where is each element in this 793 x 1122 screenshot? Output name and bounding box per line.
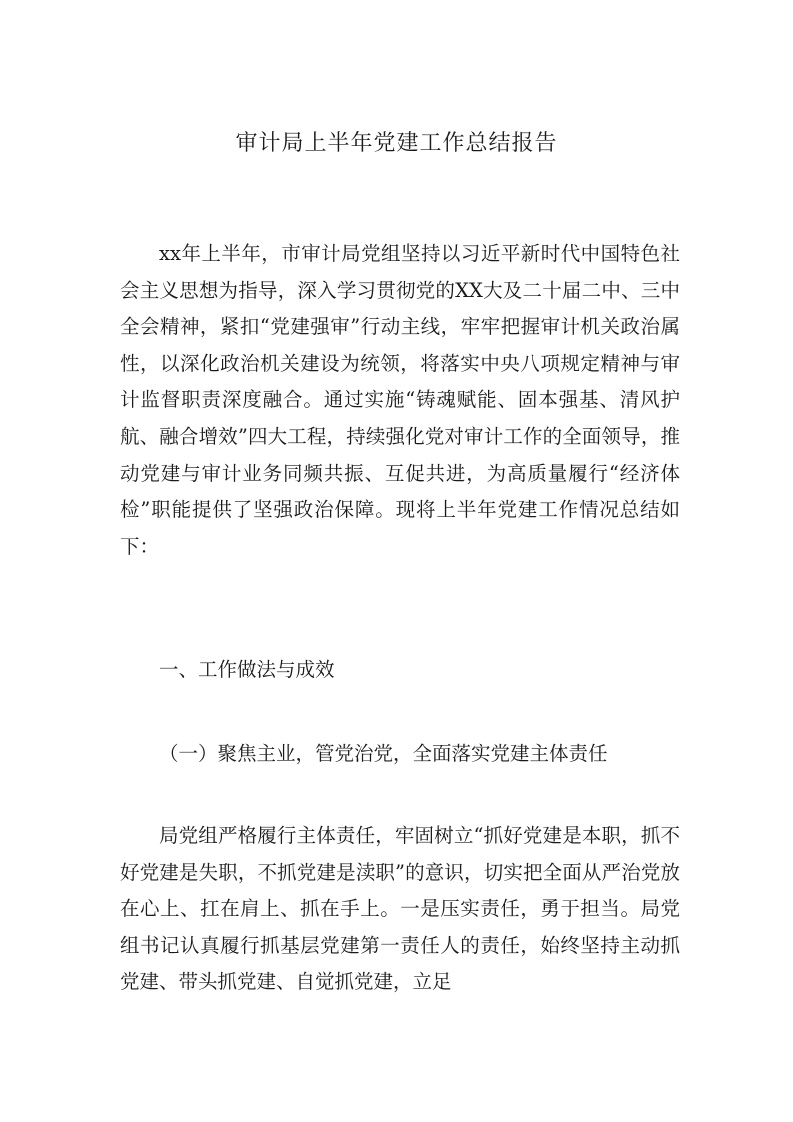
document-title: 审计局上半年党建工作总结报告 xyxy=(235,131,558,156)
intro-paragraph: xx年上半年，市审计局党组坚持以习近平新时代中国特色社会主义思想为指导，深入学习贯彻党的XX大及二十届二中、三中全会精神，紧扣“党建强审”行动主线，牢牢把握审计机关政治属性，以深化政治机关建设为统领，将落实中央八项规定精神与审计监督职责深度融合。通过实施“铸魂赋能、固本强基、清风护航、融合增效”四大工程，持续强化党对审计工作的全面领导，推动党建与审计业务同频共振、互促共进，为高质量履行“经济体检”职能提供了坚强政治保障。现将上半年党建工作情况总结如下： xyxy=(120,242,680,558)
body-paragraph: 局党组严格履行主体责任，牢固树立“抓好党建是本职，抓不好党建是失职，不抓党建是渎职”的意识，切实把全面从严治党放在心上、扛在肩上、抓在手上。一是压实责任，勇于担当。局党组书记认真履行抓基层党建第一责任人的责任，始终坚持主动抓党建、带头抓党建、自觉抓党建，立足 xyxy=(120,824,680,994)
subsection-heading: （一）聚焦主业，管党治党，全面落实党建主体责任 xyxy=(159,742,608,765)
section-heading: 一、工作做法与成效 xyxy=(159,658,335,681)
